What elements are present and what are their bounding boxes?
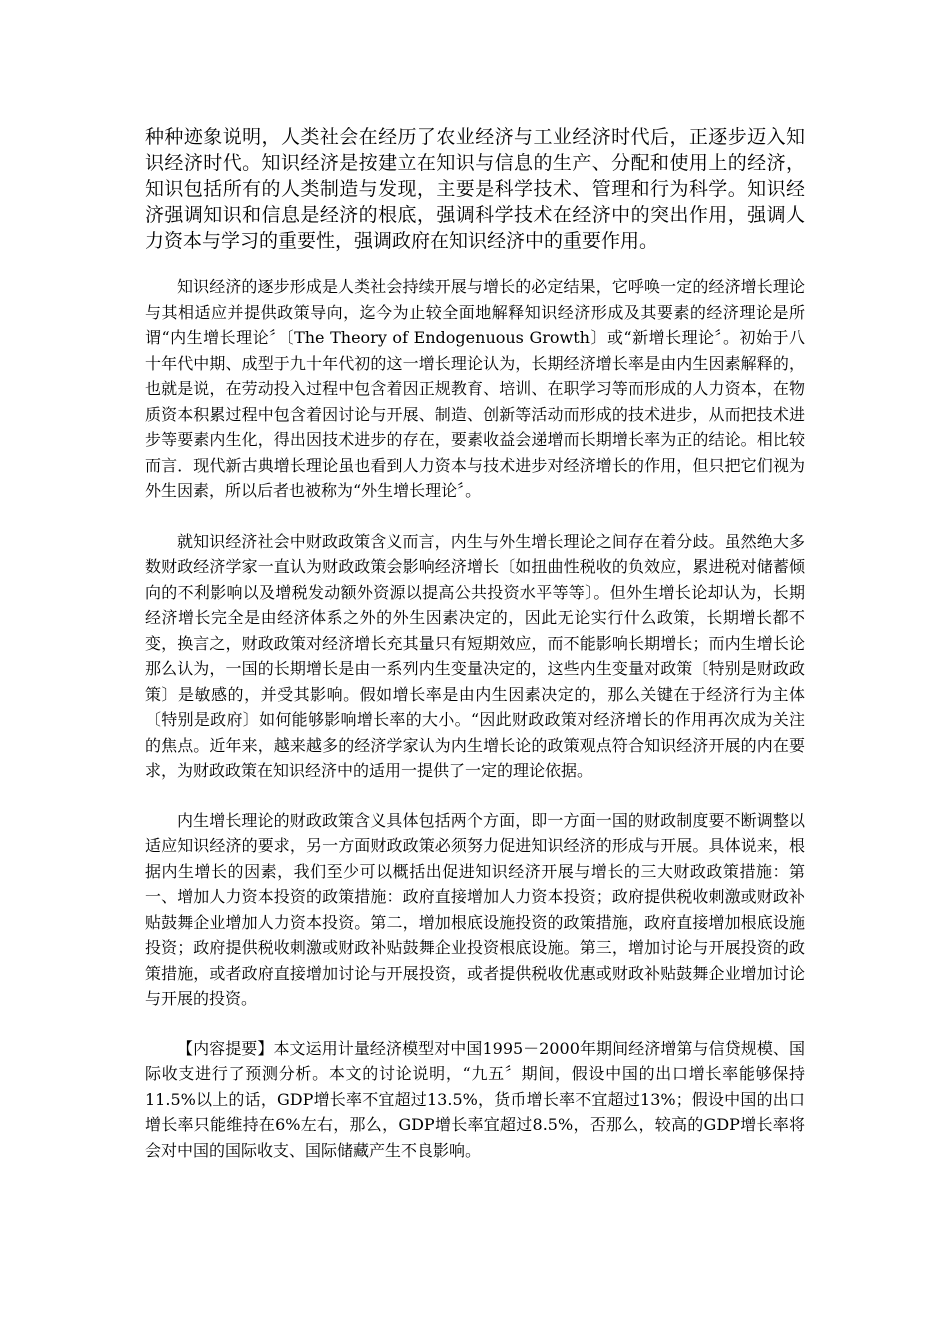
paragraph-endogenous-growth-theory: 知识经济的逐步形成是人类社会持续开展与增长的必定结果，它呼唤一定的经济增长理论与其相适应并提供政策导向，迄今为止较全面地解释知识经济形成及其要素的经济理论是所谓“内生增长理论〞〔The Theory of Endogenuous Growth〕或“新增长理论〞。初始于八十年代中期、成型于九十年代初的这一增长理论认为，长期经济增长率是由内生因素解释的，也就是说，在劳动投入过程中包含着因正规教育、培训、在职学习等而形成的人力资本，在物质资本积累过程中包含着因讨论与开展、制造、创新等活动而形成的技术进步，从而把技术进步等要素内生化，得出因技术进步的存在，要素收益会递增而长期增长率为正的结论。相比较而言．现代新古典增长理论虽也看到人力资本与技术进步对经济增长的作用，但只把它们视为外生因素，所以后者也被称为“外生增长理论〞。: [145, 277, 805, 500]
paragraph-fiscal-policy-measures: 内生增长理论的财政政策含义具体包括两个方面，即一方面一国的财政制度要不断调整以适应知识经济的要求，另一方面财政政策必须努力促进知识经济的形成与开展。具体说来，根据内生增长的因素，我们至少可以概括出促进知识经济开展与增长的三大财政政策措施：第一、增加人力资本投资的政策措施：政府直接增加人力资本投资；政府提供税收刺激或财政补贴鼓舞企业增加人力资本投资。第二，增加根底设施投资的政策措施，政府直接增加根底设施投资；政府提供税收刺激或财政补贴鼓舞企业投资根底设施。第三，增加讨论与开展投资的政策措施，或者政府直接增加讨论与开展投资，或者提供税收优惠或财政补贴鼓舞企业增加讨论与开展的投资。: [145, 810, 805, 1008]
document-body: [145, 124, 805, 1163]
paragraph-intro: 种种迹象说明，人类社会在经历了农业经济与工业经济时代后，正逐步迈入知识经济时代。知识经济是按建立在知识与信息的生产、分配和使用上的经济，知识包括所有的人类制造与发现，主要是科学技术、管理和行为科学。知识经济强调知识和信息是经济的根底，强调科学技术在经济中的突出作用，强调人力资本与学习的重要性，强调政府在知识经济中的重要作用。: [145, 126, 805, 252]
paragraph-fiscal-policy-divergence: 就知识经济社会中财政政策含义而言，内生与外生增长理论之间存在着分歧。虽然绝大多数财政经济学家一直认为财政政策会影响经济增长〔如扭曲性税收的负效应，累进税对储蓄倾向的不利影响以及增税发动额外资源以提高公共投资水平等等〕。但外生增长论却认为，长期经济增长完全是由经济体系之外的外生因素决定的，因此无论实行什么政策，长期增长都不变，换言之，财政政策对经济增长充其量只有短期效应，而不能影响长期增长；而内生增长论那么认为，一国的长期增长是由一系列内生变量决定的，这些内生变量对政策〔特别是财政政策〕是敏感的，并受其影响。假如增长率是由内生因素决定的，那么关键在于经济行为主体〔特别是政府〕如何能够影响增长率的大小。“因此财政政策对经济增长的作用再次成为关注的焦点。近年来，越来越多的经济学家认为内生增长论的政策观点符合知识经济开展的内在要求，为财政政策在知识经济中的适用一提供了一定的理论依据。: [145, 531, 805, 780]
paragraph-abstract: 【内容提要】本文运用计量经济模型对中国1995－2000年期间经济增第与信贷规模、国际收支进行了预测分析。本文的讨论说明，“九五〞期间，假设中国的出口增长率能够保持11.5%以上的话，GDP增长率不宜超过13.5%，货币增长率不宜超过13%；假设中国的出口增长率只能维持在6%左右，那么，GDP增长率宜超过8.5%，否那么，较高的GDP增长率将会对中国的国际收支、国际储藏产生不良影响。: [145, 1038, 805, 1160]
